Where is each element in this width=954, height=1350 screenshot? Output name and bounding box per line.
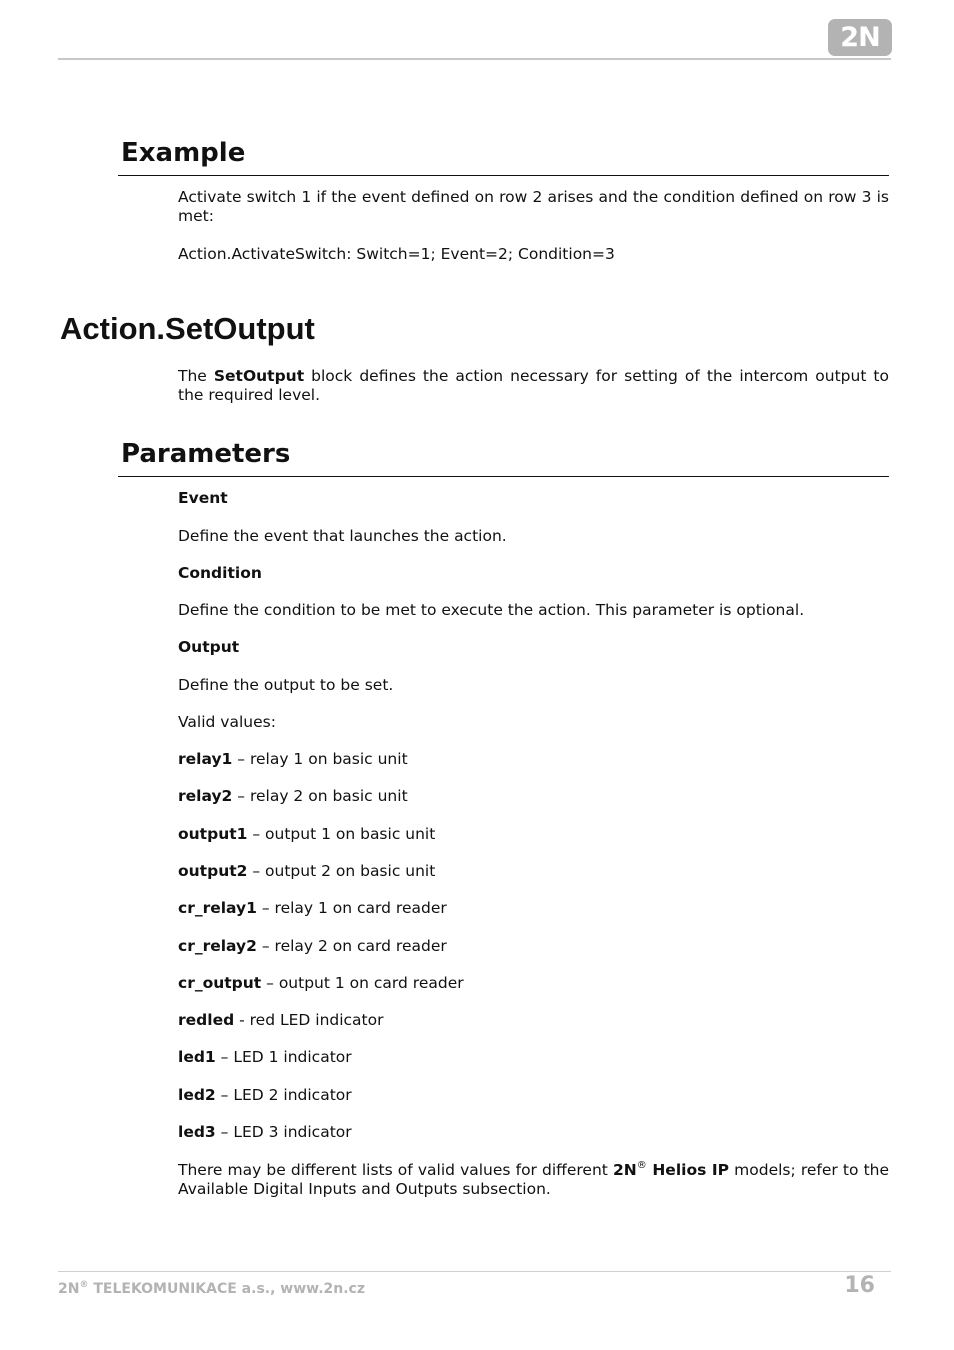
output-description: Define the output to be set.	[178, 676, 394, 694]
value-name: cr_relay2	[178, 937, 257, 955]
footer-registered-mark: ®	[79, 1280, 89, 1290]
desc-bold: SetOutput	[213, 367, 305, 385]
footer-company-text: TELEKOMUNIKACE a.s., www.2n.cz	[88, 1281, 365, 1297]
value-item	[178, 1011, 889, 1030]
output-label	[178, 638, 889, 657]
value-item	[178, 750, 889, 769]
value-desc: – relay 2 on card reader	[256, 937, 447, 955]
event-description: Define the event that launches the action.	[178, 527, 507, 545]
value-desc: – output 1 on basic unit	[247, 825, 436, 843]
value-item	[178, 787, 889, 806]
value-name: relay2	[178, 787, 233, 805]
footer-company	[58, 1280, 365, 1298]
value-item	[178, 937, 889, 956]
parameters-heading: Parameters	[121, 439, 291, 469]
example-heading-rule	[118, 175, 889, 176]
event-label-text: Event	[178, 489, 228, 507]
section-title: Action.SetOutput	[60, 311, 315, 346]
value-name: relay1	[178, 750, 233, 768]
condition-label-text: Condition	[178, 564, 262, 582]
value-name: led1	[178, 1048, 216, 1066]
example-intro: Activate switch 1 if the event defined on row 2 arises and the condition defined on row 3 is met:	[178, 188, 889, 225]
example-heading: Example	[121, 138, 246, 168]
value-item	[178, 899, 889, 918]
footer-rule	[58, 1271, 891, 1272]
note-post: models; refer to the Available Digital Inputs and Outputs subsection.	[178, 1161, 890, 1198]
footer-brand: 2N	[58, 1281, 80, 1297]
value-desc: – relay 1 on basic unit	[232, 750, 408, 768]
value-name: output1	[178, 825, 248, 843]
note-brand: 2N	[612, 1161, 637, 1179]
valid-values-label: Valid values:	[178, 713, 276, 731]
condition-description: Define the condition to be met to execute the action. This parameter is optional.	[178, 601, 805, 619]
value-item	[178, 825, 889, 844]
page-number: 16	[844, 1273, 875, 1298]
setoutput-description	[178, 367, 889, 405]
value-desc: – output 1 on card reader	[261, 974, 464, 992]
value-desc: – relay 1 on card reader	[256, 899, 447, 917]
value-desc: – LED 3 indicator	[215, 1123, 352, 1141]
event-label	[178, 489, 889, 508]
desc-post: block defines the action necessary for setting of the intercom output to the required level.	[178, 367, 889, 404]
value-name: led2	[178, 1086, 216, 1104]
output-label-text: Output	[178, 638, 240, 656]
value-name: cr_output	[178, 974, 262, 992]
parameters-heading-rule	[118, 476, 889, 477]
value-item	[178, 1086, 889, 1105]
note-registered-mark: ®	[636, 1160, 647, 1171]
value-desc: – relay 2 on basic unit	[232, 787, 408, 805]
value-desc: - red LED indicator	[234, 1011, 384, 1029]
header-rule	[58, 58, 891, 60]
value-desc: – LED 2 indicator	[215, 1086, 352, 1104]
value-item	[178, 1048, 889, 1067]
value-item	[178, 974, 889, 993]
condition-label	[178, 564, 889, 583]
note-pre: There may be different lists of valid values for different	[178, 1161, 613, 1179]
value-name: output2	[178, 862, 248, 880]
value-name: redled	[178, 1011, 235, 1029]
value-item	[178, 1123, 889, 1142]
value-desc: – output 2 on basic unit	[247, 862, 436, 880]
example-code: Action.ActivateSwitch: Switch=1; Event=2; Condition=3	[178, 245, 615, 263]
value-name: cr_relay1	[178, 899, 257, 917]
note-product: Helios IP	[646, 1161, 730, 1179]
value-name: led3	[178, 1123, 216, 1141]
value-desc: – LED 1 indicator	[215, 1048, 352, 1066]
brand-logo: 2N	[828, 19, 892, 56]
desc-pre: The	[178, 367, 214, 385]
models-note	[178, 1161, 889, 1199]
value-item	[178, 862, 889, 881]
